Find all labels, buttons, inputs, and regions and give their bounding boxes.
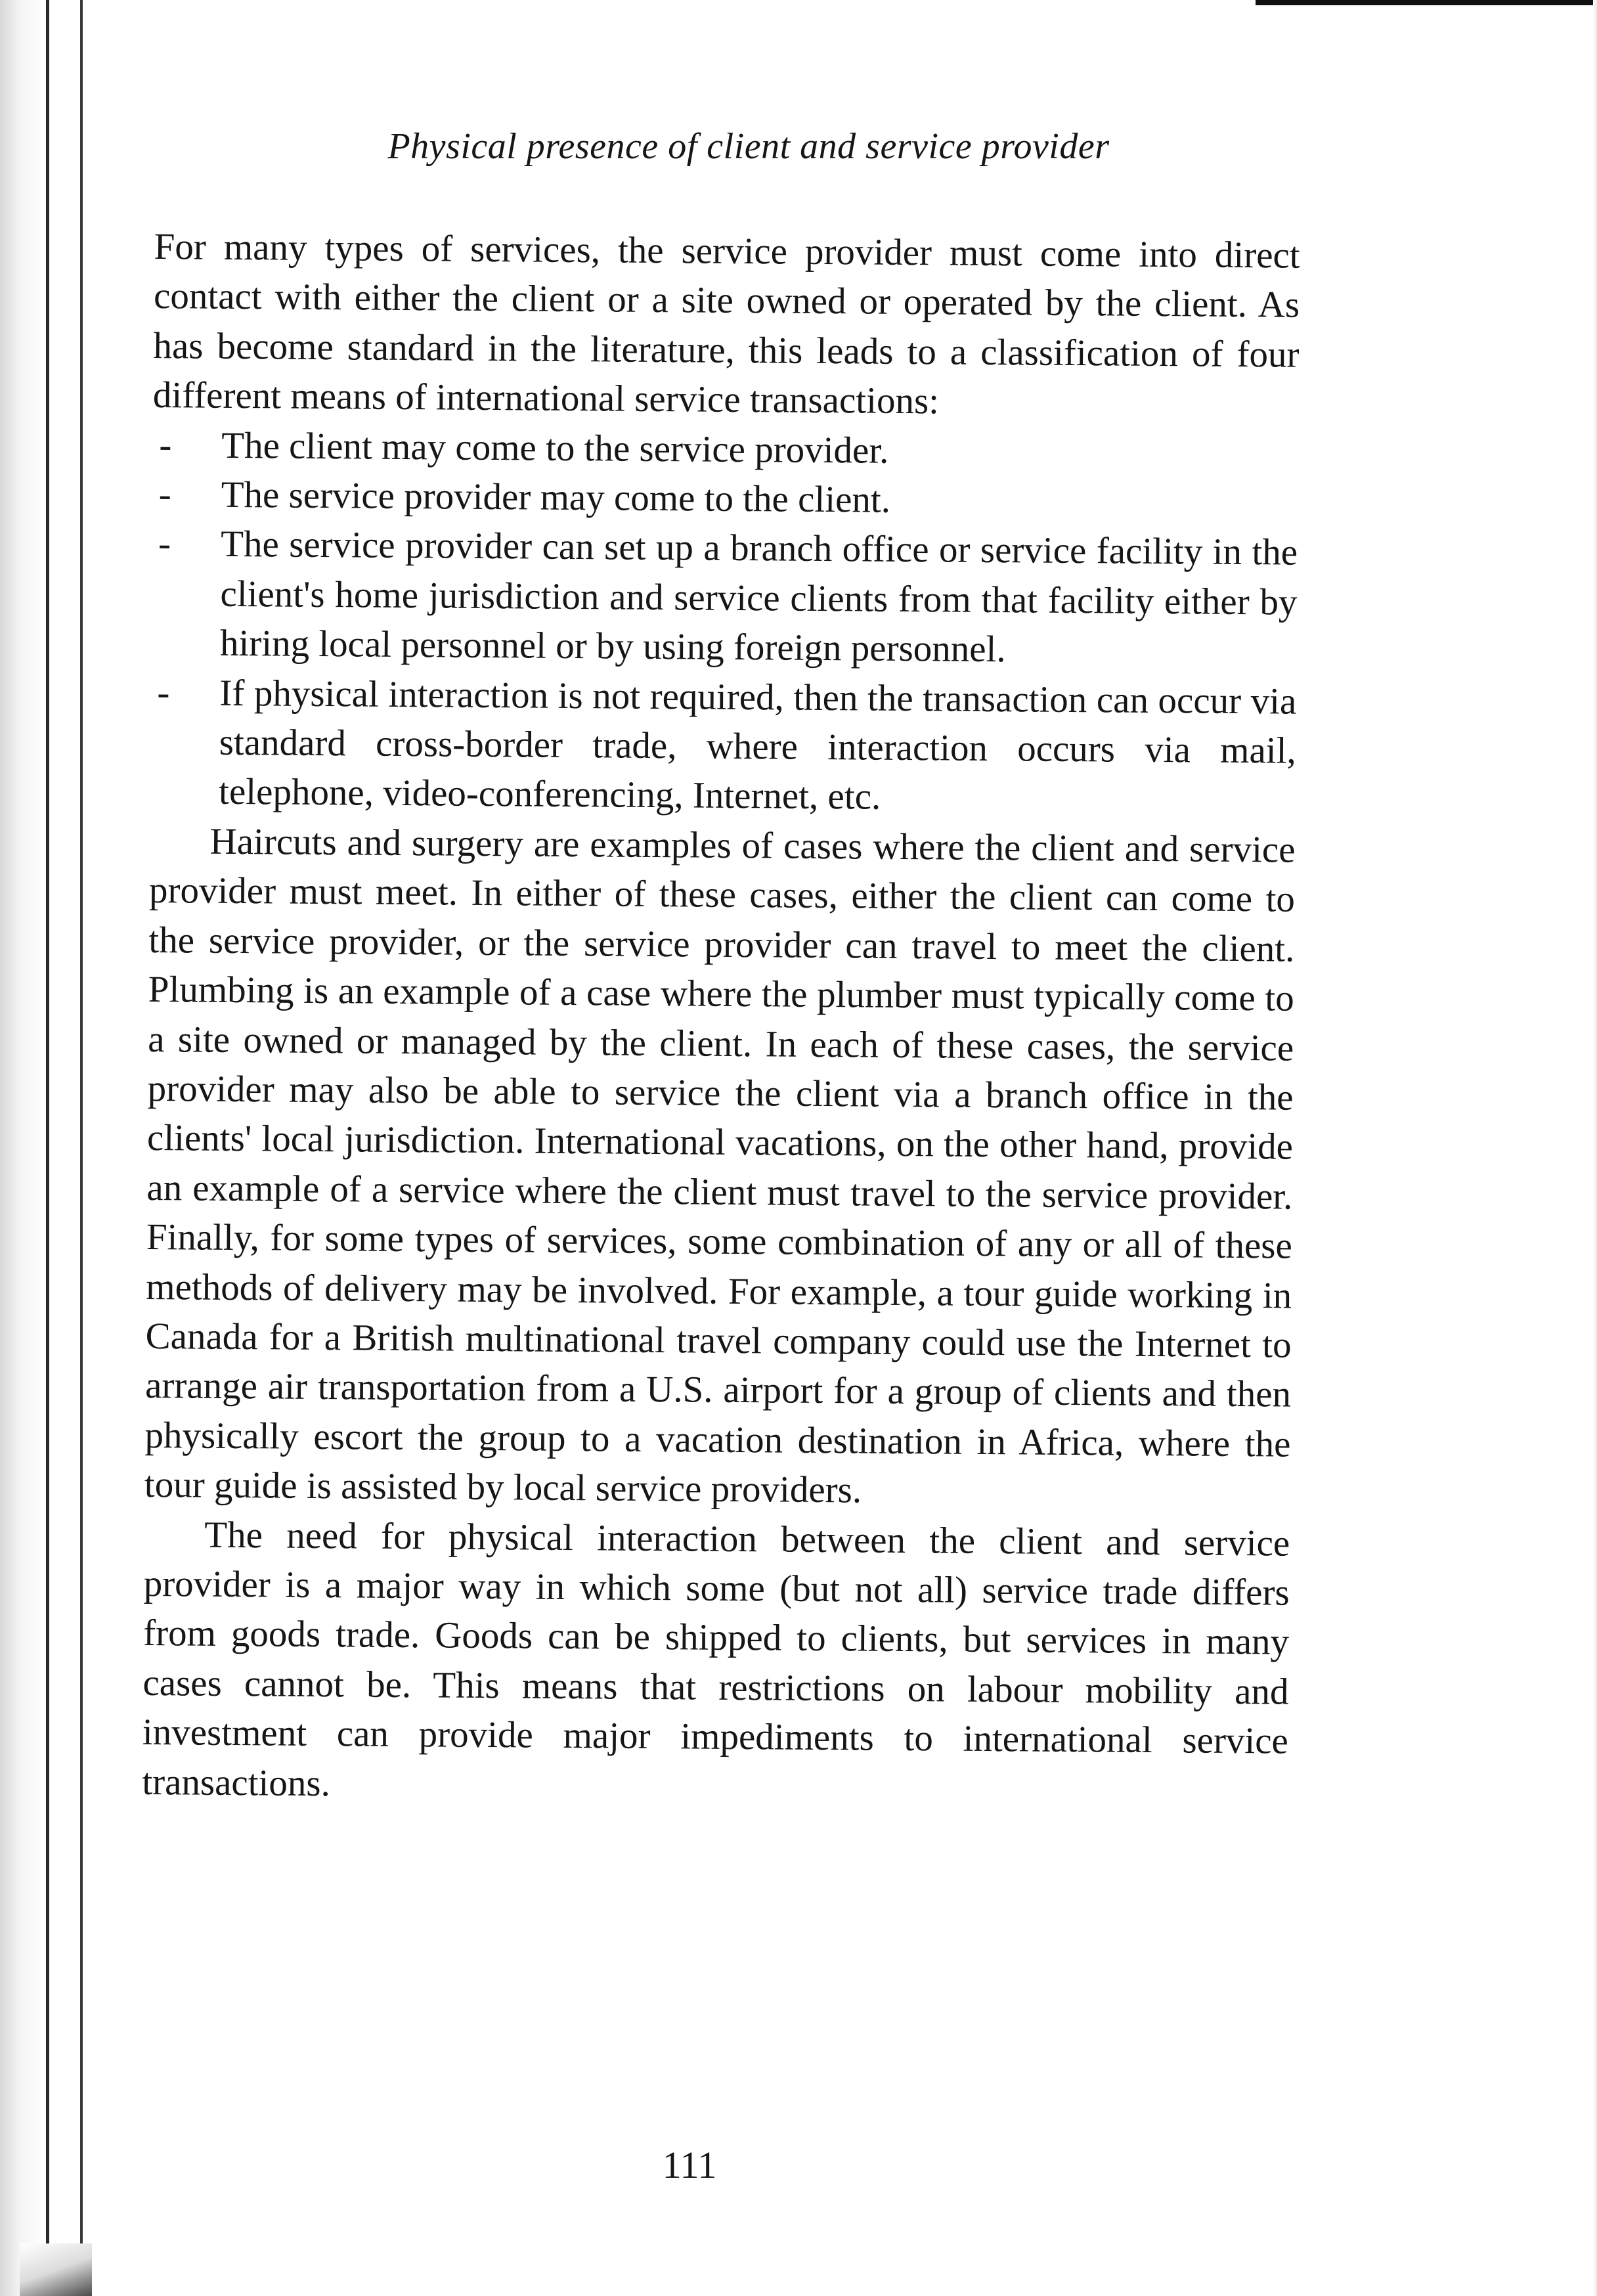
scan-page-edge-inner (80, 0, 83, 2296)
list-item-text: The service provider may come to the client. (221, 474, 891, 521)
list-item-text: If physical interaction is not required, then the transaction can occur via standard cross-border trade, where interaction occurs via mail, telephone, video-conferencing, Internet, etc. (218, 672, 1297, 818)
list-dash: - (158, 523, 171, 565)
scan-right-edge (1593, 0, 1597, 2296)
list-item-text: The service provider can set up a branch office or service facility in the client's home jurisdiction and service clients from that facility either by hiring local personnel or by using foreign personnel. (219, 523, 1298, 671)
page-number: 111 (662, 2144, 717, 2186)
list-item (151, 519, 1298, 676)
section-heading: Physical presence of client and service provider (387, 126, 1110, 167)
scan-top-border (1256, 0, 1597, 5)
transaction-modes-list (150, 420, 1299, 826)
list-dash: - (157, 671, 170, 713)
examples-paragraph: Haircuts and surgery are examples of cases where the client and service provider must meet. In either of these cases, either the client can come to the service provider, or the service provider can travel to meet the client. Plumbing is an example of a case where the plumber must typically come to a site owned or managed by the client. In each of these cases, the service provider may also be able to service the client via a branch office in the clients' local jurisdiction. International vacations, on the other hand, provide an example of a service where the client must travel to the service provider. Finally, for some types of services, some combination of any or all of these methods of delivery may be involved. For example, a tour guide working in Canada for a British multinational travel company could use the Internet to arrange air transportation from a U.S. airport for a group of clients and then physically escort the group to a vacation destination in Africa, where the tour guide is assisted by local service providers. (144, 820, 1296, 1511)
list-dash: - (158, 474, 171, 516)
list-item (150, 668, 1297, 826)
list-item (152, 470, 1298, 528)
body-text (142, 222, 1300, 1816)
intro-paragraph: For many types of services, the service provider must come into direct contact with either the client or a site owned or operated by the client. As has become standard in the literature, this leads to a classification of four different means of international service transactions: (152, 225, 1300, 422)
list-item (152, 420, 1299, 479)
list-dash: - (159, 424, 172, 466)
scan-page-edge (46, 0, 49, 2296)
scan-page-corner (20, 2243, 92, 2296)
list-item-text: The client may come to the service provider. (221, 424, 889, 472)
scan-spine-shadow (0, 0, 98, 2296)
conclusion-paragraph: The need for physical interaction between the client and service provider is a major way in which some (but not all) service trade differs from goods trade. Goods can be shipped to clients, but services in many cases cannot be. This means that restrictions on labour mobility and investment can provide major impediments to international service transactions. (142, 1514, 1290, 1804)
